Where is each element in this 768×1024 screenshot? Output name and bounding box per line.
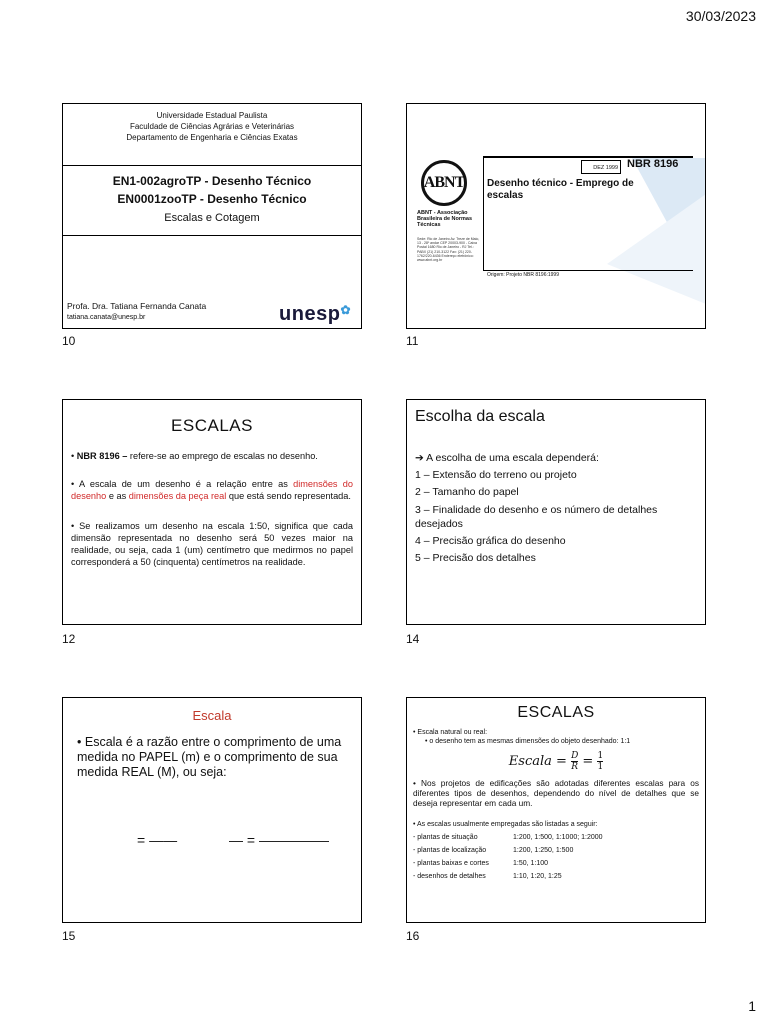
unesp-mark-icon: ✿ — [340, 303, 351, 317]
fraction-1-1 — [597, 751, 603, 772]
bullet-2-text-a: A escala de um desenho é a relação entre as — [78, 479, 294, 489]
bullet-building-projects: • Nos projetos de edificações são adotadas diferentes escalas para os diferentes tipos de desenhos, dependendo do nível de detalhes que se deseja representar em cada um. — [413, 778, 699, 808]
unesp-logo-text: unesp — [279, 303, 341, 325]
abnt-logo — [421, 160, 467, 206]
course-block — [63, 166, 361, 236]
author-block — [67, 300, 206, 324]
list-item — [413, 857, 699, 870]
scale-label: - plantas baixas e cortes — [413, 860, 489, 867]
list-item: 1 – Extensão do terreno ou projeto — [415, 469, 577, 481]
norm-title: Desenho técnico - Emprego de escalas — [487, 178, 634, 201]
slide-16 — [406, 697, 706, 923]
list-item — [413, 844, 699, 857]
scales-list — [413, 831, 699, 883]
slide-number-12: 12 — [62, 632, 76, 646]
rule-bottom — [483, 270, 693, 271]
faculty-name: Faculdade de Ciências Agrárias e Veterinárias — [129, 122, 295, 131]
fraction-denominator: R — [571, 762, 579, 772]
scale-value: 1:50, 1:100 — [513, 860, 549, 867]
abnt-address: Sede: Rio de Janeiro Av. Treze de Maio, 13 - 28º andar CEP 20003-900 - Caixa Postal 1680 Rio de Janeiro - RJ Tel.: PABX (21) 210-3122 Fax: (21) 220-1762/220-6436 Endereço eletrônico: www.abnt.org.br — [417, 237, 480, 263]
equation-1: = —— — [137, 832, 178, 848]
formula-lhs: Escala = — [508, 754, 572, 769]
slide-number-10: 10 — [62, 334, 76, 348]
bullet-2-text-c: que está sendo representada. — [226, 491, 351, 501]
definition-body: Escala é a razão entre o comprimento de uma medida no PAPEL (m) e o comprimento de sua medida REAL (M), ou seja: — [77, 735, 342, 779]
scale-label: - desenhos de detalhes — [413, 873, 486, 880]
slide-10 — [62, 103, 362, 329]
bullet-2: • A escala de um desenho é a relação entre as dimensões do desenho e as dimensões da peça real que está sendo representada. — [71, 479, 354, 501]
rule-vertical — [483, 156, 484, 271]
norm-origin: Origem: Projeto NBR 8196:1999 — [487, 272, 559, 278]
department-name: Departamento de Engenharia e Ciências Exatas — [126, 133, 298, 142]
highlight-real-dimensions: dimensões da peça real — [128, 491, 227, 501]
abnt-logo-text: ABNT — [423, 174, 465, 191]
list-item: 5 – Precisão dos detalhes — [415, 552, 536, 564]
page-number: 1 — [748, 998, 756, 1014]
bullet-3: • Se realizamos um desenho na escala 1:50, significa que cada dimensão representada no desenho será 50 vezes maior na realidade, ou seja, cada 1 (um) centímetro que medirmos no papel corresponderá a 50 (cinquenta) centímetros na realidade. — [71, 521, 353, 567]
slide-number-16: 16 — [406, 929, 420, 943]
list-item: 2 – Tamanho do papel — [415, 486, 519, 498]
slide-number-15: 15 — [62, 929, 76, 943]
fraction-d-r — [571, 751, 578, 772]
slide-title: Escolha da escala — [415, 408, 545, 425]
bullet-1-bold: NBR 8196 – — [76, 451, 128, 461]
list-item — [413, 831, 699, 844]
slide-title: ESCALAS — [517, 704, 595, 721]
scale-value: 1:10, 1:20, 1:25 — [513, 873, 562, 880]
scale-label: - plantas de localização — [413, 847, 487, 854]
bullet-1: • NBR 8196 – refere-se ao emprego de escalas no desenho. — [71, 451, 318, 461]
definition-text: • Escala é a razão entre o comprimento de uma medida no PAPEL (m) e o comprimento de sua medida REAL (M), ou seja: — [77, 735, 342, 779]
bullet-2-text-b: e as — [106, 491, 129, 501]
course-code-1: EN1-002agroTP - Desenho Técnico — [112, 174, 312, 188]
scale-formula — [407, 751, 705, 772]
scale-value: 1:200, 1:250, 1:500 — [513, 847, 574, 854]
list-item: 3 – Finalidade do desenho e os número de detalhes desejados — [415, 504, 658, 530]
bullet-3-text: Se realizamos um desenho na escala 1:50, significa que cada dimensão representada no desenho será 50 vezes maior na realidade, ou seja, cada 1 (um) centímetro que medirmos no papel corresponderá a 50 (cinquenta) centímetros na realidade. — [71, 521, 353, 567]
list-item — [413, 870, 699, 883]
topic-title: Escalas e Cotagem — [164, 212, 260, 224]
slide-14 — [406, 399, 706, 625]
highlight-drawing-dimensions: dimensões do desenho — [71, 479, 354, 501]
author-email: tatiana.canata@unesp.br — [67, 314, 146, 321]
bullet-usual-scales: • As escalas usualmente empregadas são listadas a seguir: — [413, 821, 598, 828]
fraction-numerator: 1 — [597, 751, 604, 761]
equation-2: — = ————— — [229, 832, 329, 848]
bullet-1-text: refere-se ao emprego de escalas no desenho. — [127, 451, 318, 461]
norm-code: NBR 8196 — [627, 158, 679, 170]
slide-11 — [406, 103, 706, 329]
bullet-natural-scale: • Escala natural ou real: — [413, 729, 488, 736]
bullet-natural-scale-sub: • o desenho tem as mesmas dimensões do objeto desenhado: 1:1 — [425, 738, 631, 745]
abnt-name: ABNT - Associação Brasileira de Normas Técnicas — [417, 210, 473, 228]
scale-value: 1:200, 1:500, 1:1000; 1:2000 — [513, 834, 603, 841]
header-date: 30/03/2023 — [685, 8, 756, 24]
unesp-logo — [279, 303, 351, 326]
slide-number-11: 11 — [406, 334, 419, 348]
criteria-list — [415, 450, 699, 567]
scale-label: - plantas de situação — [413, 834, 478, 841]
slide-number-14: 14 — [406, 632, 420, 646]
university-name: Universidade Estadual Paulista — [156, 111, 268, 120]
slide-15 — [62, 697, 362, 923]
formula-equals: = — [582, 754, 598, 769]
slide-title: Escala — [192, 708, 232, 723]
fraction-denominator: 1 — [597, 762, 604, 772]
course-code-2: EN0001zooTP - Desenho Técnico — [117, 192, 307, 206]
slide-12 — [62, 399, 362, 625]
institution-block — [63, 104, 361, 166]
list-item: 4 – Precisão gráfica do desenho — [415, 535, 566, 547]
criteria-intro: ➔ A escolha de uma escala dependerá: — [415, 452, 599, 464]
slide-title: ESCALAS — [171, 416, 253, 435]
author-name: Profa. Dra. Tatiana Fernanda Canata — [67, 301, 207, 311]
fraction-numerator: D — [571, 751, 579, 761]
norm-date: DEZ 1999 — [581, 160, 621, 174]
